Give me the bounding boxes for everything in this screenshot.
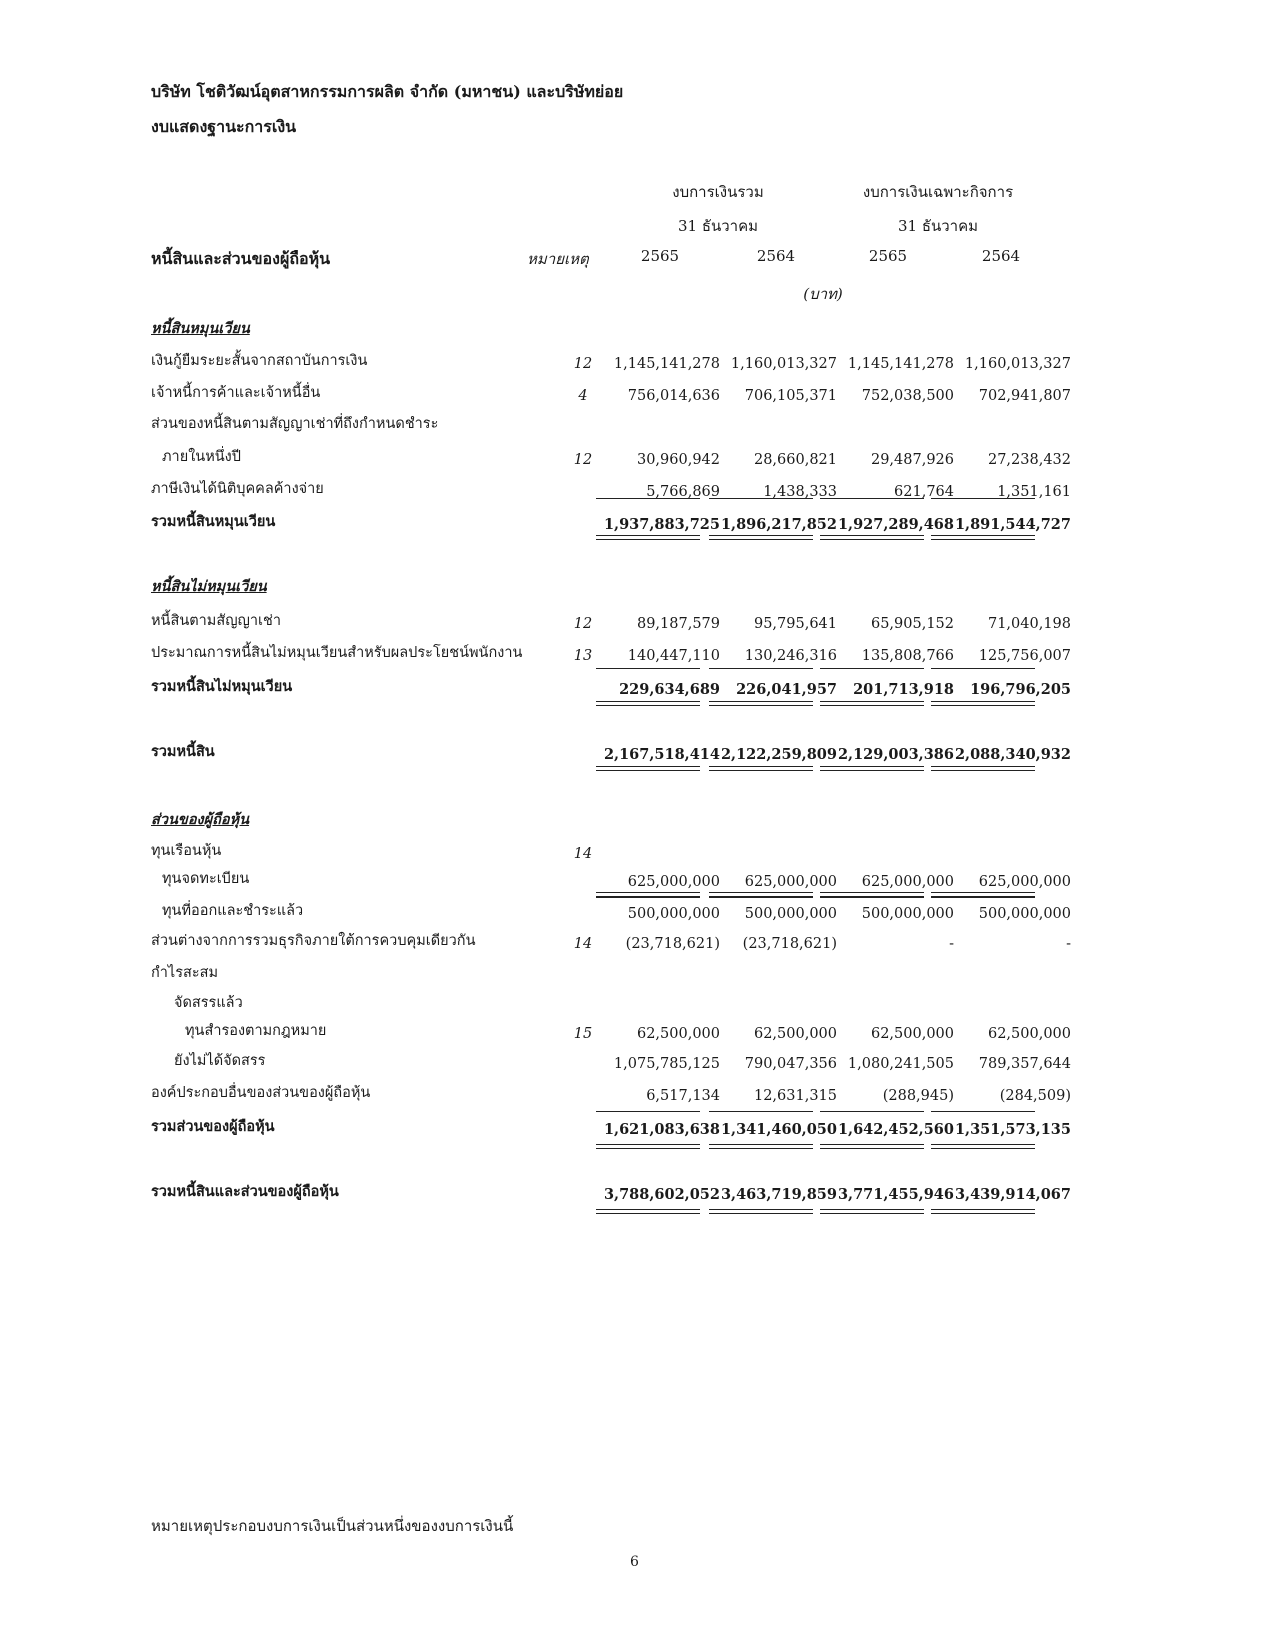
row-label: รวมหนี้สินและส่วนของผู้ถือหุ้น (151, 1183, 339, 1200)
row-value: 1,341,460,050 (720, 1121, 837, 1138)
underline-rule (709, 668, 813, 669)
double-underline-rule (820, 766, 924, 771)
row-value: 226,041,957 (736, 681, 837, 698)
row-value: 71,040,198 (987, 616, 1071, 632)
row-value: 1,160,013,327 (964, 356, 1071, 372)
double-underline-rule (596, 535, 700, 540)
row-value: 196,796,205 (970, 681, 1071, 698)
table-row (0, 1112, 1275, 1142)
row-label: หนี้สินหมุนเวียน (151, 320, 250, 337)
row-note: 13 (573, 648, 593, 664)
row-note: 12 (573, 616, 593, 632)
row-note: 12 (573, 452, 593, 468)
separate-date: 31 ธันวาคม (897, 217, 979, 235)
double-underline-rule (596, 1209, 700, 1214)
underline-rule (709, 897, 813, 898)
row-label: ส่วนของผู้ถือหุ้น (151, 811, 250, 828)
row-value: (288,945) (882, 1088, 954, 1104)
row-value: 140,447,110 (627, 648, 720, 664)
double-underline-rule (596, 766, 700, 771)
table-row (0, 314, 1275, 344)
table-row (0, 1046, 1275, 1076)
row-label: องค์ประกอบอื่นของส่วนของผู้ถือหุ้น (151, 1085, 371, 1101)
row-value: 1,642,452,560 (837, 1121, 954, 1138)
separate-header: งบการเงินเฉพาะกิจการ (862, 183, 1014, 201)
year-header-2: 2564 (756, 247, 796, 265)
underline-rule (596, 498, 700, 499)
row-value: 1,080,241,505 (847, 1056, 954, 1072)
row-value: 89,187,579 (636, 616, 720, 632)
row-label: กำไรสะสม (151, 965, 219, 981)
row-value: 62,500,000 (636, 1026, 720, 1042)
underline-rule (820, 498, 924, 499)
double-underline-rule (931, 701, 1035, 706)
double-underline-rule (709, 766, 813, 771)
row-value: - (1066, 936, 1071, 952)
underline-rule (931, 897, 1035, 898)
row-value: 5,766,869 (646, 484, 720, 500)
table-row (0, 606, 1275, 636)
double-underline-rule (820, 535, 924, 540)
row-value: 625,000,000 (627, 874, 720, 890)
table-row (0, 672, 1275, 702)
row-label: หนี้สินไม่หมุนเวียน (151, 578, 267, 595)
section-title: หนี้สินและส่วนของผู้ถือหุ้น (151, 249, 331, 268)
row-value: 3,771,455,946 (837, 1186, 954, 1203)
double-underline-rule (820, 1144, 924, 1149)
row-value: (23,718,621) (742, 936, 837, 952)
row-value: 201,713,918 (853, 681, 954, 698)
note-header: หมายเหตุ (527, 250, 589, 268)
row-value: 1,145,141,278 (847, 356, 954, 372)
row-label: เงินกู้ยืมระยะสั้นจากสถาบันการเงิน (151, 353, 368, 369)
row-value: 625,000,000 (744, 874, 837, 890)
row-label: ยังไม่ได้จัดสรร (174, 1053, 266, 1069)
table-row (0, 638, 1275, 668)
row-value: 1,891,544,727 (954, 516, 1071, 533)
consolidated-header: งบการเงินรวม (672, 183, 764, 201)
table-row (0, 988, 1275, 1018)
underline-rule (931, 1111, 1035, 1112)
row-label: ส่วนของหนี้สินตามสัญญาเช่าที่ถึงกำหนดชำระ (151, 416, 439, 432)
row-label: เจ้าหนี้การค้าและเจ้าหนี้อื่น (151, 385, 321, 401)
double-underline-rule (709, 1144, 813, 1149)
row-value: 1,351,161 (997, 484, 1071, 500)
unit-label: (บาท) (803, 285, 843, 303)
row-label: รวมหนี้สินไม่หมุนเวียน (151, 678, 293, 695)
table-row (0, 1016, 1275, 1046)
row-label: ภาษีเงินได้นิติบุคคลค้างจ่าย (151, 481, 324, 497)
row-note: 15 (573, 1026, 593, 1042)
row-value: 1,937,883,725 (603, 516, 720, 533)
row-value: 752,038,500 (861, 388, 954, 404)
double-underline-rule (596, 1144, 700, 1149)
row-value: 27,238,432 (987, 452, 1071, 468)
row-value: 3,439,914,067 (954, 1186, 1071, 1203)
row-value: 500,000,000 (978, 906, 1071, 922)
double-underline-rule (820, 892, 924, 897)
row-value: 1,145,141,278 (613, 356, 720, 372)
row-value: 2,167,518,414 (603, 746, 720, 763)
underline-rule (709, 498, 813, 499)
row-value: 621,764 (894, 484, 954, 500)
row-value: 1,927,289,468 (837, 516, 954, 533)
table-row (0, 1078, 1275, 1108)
double-underline-rule (820, 701, 924, 706)
row-value: 1,160,013,327 (730, 356, 837, 372)
double-underline-rule (931, 766, 1035, 771)
double-underline-rule (931, 535, 1035, 540)
row-value: - (949, 936, 954, 952)
row-value: 790,047,356 (744, 1056, 837, 1072)
row-label: รวมหนี้สินหมุนเวียน (151, 513, 276, 530)
row-value: 1,351,573,135 (954, 1121, 1071, 1138)
row-value: (23,718,621) (625, 936, 720, 952)
consolidated-date: 31 ธันวาคม (677, 217, 759, 235)
row-label: ประมาณการหนี้สินไม่หมุนเวียนสำหรับผลประโยชน์พนักงาน (151, 645, 523, 661)
row-value: 500,000,000 (627, 906, 720, 922)
table-row (0, 474, 1275, 504)
row-value: 625,000,000 (861, 874, 954, 890)
row-value: 30,960,942 (636, 452, 720, 468)
row-value: 1,621,083,638 (603, 1121, 720, 1138)
underline-rule (596, 897, 700, 898)
row-value: 2,088,340,932 (954, 746, 1071, 763)
underline-rule (820, 668, 924, 669)
table-row (0, 737, 1275, 767)
double-underline-rule (596, 892, 700, 897)
row-value: 789,357,644 (978, 1056, 1071, 1072)
table-row (0, 926, 1275, 956)
double-underline-rule (709, 535, 813, 540)
double-underline-rule (596, 701, 700, 706)
double-underline-rule (931, 1144, 1035, 1149)
table-row (0, 572, 1275, 602)
row-value: 3,788,602,052 (603, 1186, 720, 1203)
row-value: 706,105,371 (744, 388, 837, 404)
table-row (0, 864, 1275, 894)
row-value: 125,756,007 (978, 648, 1071, 664)
year-header-1: 2565 (640, 247, 680, 265)
row-value: 2,122,259,809 (720, 746, 837, 763)
row-value: 1,896,217,852 (720, 516, 837, 533)
table-row (0, 1177, 1275, 1207)
row-value: 2,129,003,386 (837, 746, 954, 763)
double-underline-rule (931, 1209, 1035, 1214)
table-row (0, 805, 1275, 835)
double-underline-rule (709, 701, 813, 706)
row-value: 6,517,134 (646, 1088, 720, 1104)
table-row (0, 958, 1275, 988)
table-row (0, 507, 1275, 537)
row-note: 4 (578, 388, 588, 404)
row-label: ทุนที่ออกและชำระแล้ว (162, 903, 304, 919)
year-header-3: 2565 (868, 247, 908, 265)
underline-rule (596, 668, 700, 669)
row-note: 12 (573, 356, 593, 372)
table-row (0, 409, 1275, 439)
row-value: 28,660,821 (753, 452, 837, 468)
underline-rule (596, 1111, 700, 1112)
row-value: 95,795,641 (753, 616, 837, 632)
table-row (0, 836, 1275, 866)
row-value: 62,500,000 (987, 1026, 1071, 1042)
row-label: รวมส่วนของผู้ถือหุ้น (151, 1118, 275, 1135)
table-row (0, 378, 1275, 408)
page-number: 6 (630, 1554, 639, 1570)
double-underline-rule (931, 892, 1035, 897)
underline-rule (931, 668, 1035, 669)
double-underline-rule (820, 1209, 924, 1214)
row-label: ส่วนต่างจากการรวมธุรกิจภายใต้การควบคุมเดียวกัน (151, 933, 476, 949)
row-value: 135,808,766 (861, 648, 954, 664)
underline-rule (820, 897, 924, 898)
row-value: 756,014,636 (627, 388, 720, 404)
table-row (0, 346, 1275, 376)
year-header-4: 2564 (981, 247, 1021, 265)
table-row (0, 442, 1275, 472)
row-note: 14 (573, 936, 593, 952)
row-label: จัดสรรแล้ว (174, 995, 243, 1011)
table-row (0, 896, 1275, 926)
row-label: ทุนจดทะเบียน (162, 871, 250, 887)
row-value: 65,905,152 (870, 616, 954, 632)
row-value: 625,000,000 (978, 874, 1071, 890)
row-label: ทุนสำรองตามกฎหมาย (185, 1023, 327, 1039)
row-label: ทุนเรือนหุ้น (151, 843, 222, 859)
company-name: บริษัท โชติวัฒน์อุตสาหกรรมการผลิต จำกัด (มหาชน) และบริษัทย่อย (151, 82, 624, 101)
underline-rule (709, 1111, 813, 1112)
row-value: 3,463,719,859 (720, 1186, 837, 1203)
row-value: 1,075,785,125 (613, 1056, 720, 1072)
row-label: ภายในหนึ่งปี (162, 449, 241, 465)
double-underline-rule (709, 1209, 813, 1214)
row-value: 62,500,000 (753, 1026, 837, 1042)
footer-note: หมายเหตุประกอบงบการเงินเป็นส่วนหนึ่งของงบการเงินนี้ (151, 1517, 514, 1535)
underline-rule (820, 1111, 924, 1112)
row-value: 62,500,000 (870, 1026, 954, 1042)
row-value: 12,631,315 (753, 1088, 837, 1104)
statement-title: งบแสดงฐานะการเงิน (151, 117, 297, 136)
row-note: 14 (573, 846, 593, 862)
row-value: 702,941,807 (978, 388, 1071, 404)
row-label: หนี้สินตามสัญญาเช่า (151, 613, 281, 629)
row-value: 500,000,000 (861, 906, 954, 922)
row-value: 229,634,689 (619, 681, 720, 698)
row-label: รวมหนี้สิน (151, 743, 215, 760)
underline-rule (931, 498, 1035, 499)
double-underline-rule (709, 892, 813, 897)
row-value: 1,438,333 (763, 484, 837, 500)
row-value: 29,487,926 (870, 452, 954, 468)
row-value: 130,246,316 (744, 648, 837, 664)
row-value: 500,000,000 (744, 906, 837, 922)
row-value: (284,509) (999, 1088, 1071, 1104)
